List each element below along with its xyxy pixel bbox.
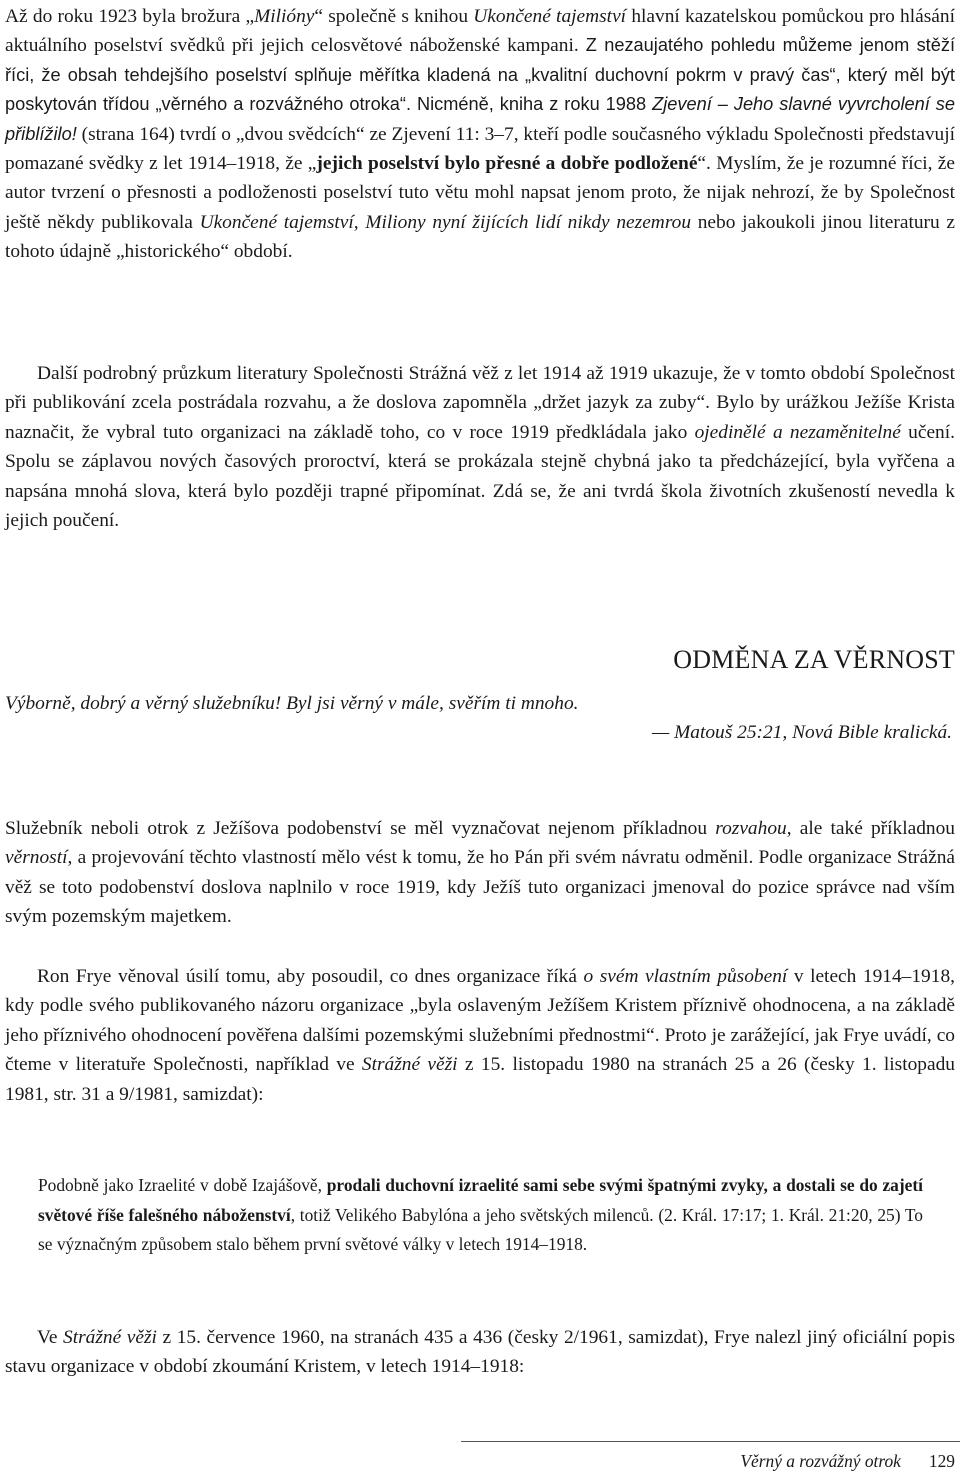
bold-quote: jejich poselství bylo přesné a dobře podložené — [316, 153, 698, 175]
page-footer — [740, 1450, 955, 1472]
footer-divider — [461, 1441, 960, 1442]
book-title: Zjevení – Jeho slavné vyvrcholení se přiblížilo! — [5, 94, 955, 144]
publication-title: Strážné věži — [361, 1054, 458, 1076]
book-title: Ukončené tajemství — [473, 6, 627, 27]
paragraph-1: Až do roku 1923 byla brožura „Milióny“ společně s knihou Ukončené tajemství hlavní kazatelskou pomůckou pro hlásání aktuálního poselství svědků při jejich celosvětové náboženské kampani. Z nezaujatého pohledu můžeme jenom stěží říci, že obsah tehdejšího poselství splňuje měřítka kladená na „kvalitní duchovní pokrm v pravý čas“, který měl být poskytován třídou „věrného a rozvážného otroka“. Nicméně, kniha z roku 1988 Zjevení – Jeho slavné vyvrcholení se přiblížilo! (strana 164) tvrdí o „dvou svědcích“ ze Zjevení 11: 3–7, kteří podle současného výkladu Společnosti představují pomazané svědky z let 1914–1918, že „jejich poselství bylo přesné a dobře podložené“. Myslím, že je rozumné říci, že autor tvrzení o přesnosti a podloženosti poselství tuto větu mohl napsat jenom proto, že nijak nehrozí, že by Společnost ještě někdy publikovala Ukončené tajemství, Miliony nyní žijících lidí nikdy nezemrou nebo jakoukoli jinou literaturu z tohoto údajně „historického“ období. — [5, 6, 955, 263]
epigraph-quote: Výborně, dobrý a věrný služebníku! Byl jsi věrný v mále, svěřím ti mnoho. — [5, 693, 579, 714]
emphasis: rozvahou — [715, 818, 787, 839]
emphasis: o svém vlastním působení — [583, 966, 788, 987]
emphasis: věrností — [5, 847, 68, 869]
section-heading: ODMĚNA ZA VĚRNOST — [673, 645, 955, 674]
publication-title: Strážné věži — [63, 1327, 157, 1348]
epigraph-reference: — Matouš 25:21, Nová Bible kralická. — [652, 722, 952, 743]
emphasis: ojedinělé a nezaměnitelné — [694, 421, 901, 443]
block-quote: Podobně jako Izraelité v době Izajášově, prodali duchovní izraelité sami sebe svými špatnými zvyky, a dostali se do zajetí světové říše falešného náboženství, totiž Velikého Babylóna a jeho světských milenců. (2. Král. 17:17; 1. Král. 21:20, 25) To se význačným způsobem stalo během první světové války v letech 1914–1918. — [38, 1175, 923, 1255]
page-number: 129 — [928, 1451, 955, 1471]
paragraph-5: Ve Strážné věži z 15. července 1960, na stranách 435 a 436 (česky 2/1961, samizdat), Frye nalezl jiný oficiální popis stavu organizace v období zkoumání Kristem, v letech 1914–1918: — [5, 1327, 955, 1378]
paragraph-4: Ron Frye věnoval úsilí tomu, aby posoudil, co dnes organizace říká o svém vlastním působení v letech 1914–1918, kdy podle svého publikovaného názoru organizace „byla oslaveným Ježíšem Kristem příznivě ohodnocena, a na základě jeho příznivého ohodnocení pověřena dalšími pozemskými služebními přednostmi“. Proto je zarážející, jak Frye uvádí, co čteme v literatuře Společnosti, například ve Strážné věži z 15. listopadu 1980 na stranách 25 a 26 (česky 1. listopadu 1981, str. 31 a 9/1981, samizdat): — [5, 966, 955, 1105]
paragraph-3: Služebník neboli otrok z Ježíšova podobenství se měl vyznačovat nejenom příkladnou rozvahou, ale také příkladnou věrností, a projevování těchto vlastností mělo vést k tomu, že ho Pán při svém návratu odměnil. Podle organizace Strážná věž se toto podobenství doslova naplnilo v roce 1919, kdy Ježíš tuto organizaci jmenoval do pozice správce nad vším svým pozemským majetkem. — [5, 818, 955, 928]
book-title: Milióny — [254, 6, 315, 27]
paragraph-2: Další podrobný průzkum literatury Společnosti Strážná věž z let 1914 až 1919 ukazuje, že v tomto období Společnost při publikování zcela postrádala rozvahu, a že doslova zapomněla „držet jazyk za zuby“. Bylo by urážkou Ježíše Krista naznačit, že vybral tuto organizaci na základě toho, co v roce 1919 předkládala jako ojedinělé a nezaměnitelné učení. Spolu se záplavou nových časových proroctví, která se prokázala stejně chybná jako ta předcházející, byla vyřčena a napsána mnohá slova, která bylo později trapné připomínat. Zdá se, že ani tvrdá škola životních zkušeností nevedla k jejich poučení. — [5, 363, 955, 532]
book-title: Ukončené tajemství, Miliony nyní žijících lidí nikdy nezemrou — [199, 211, 692, 233]
running-title: Věrný a rozvážný otrok — [740, 1451, 901, 1471]
bold-quote: prodali duchovní izraelité sami sebe svými špatnými zvyky, a dostali se do zajetí světové říše falešného náboženství — [38, 1175, 923, 1225]
